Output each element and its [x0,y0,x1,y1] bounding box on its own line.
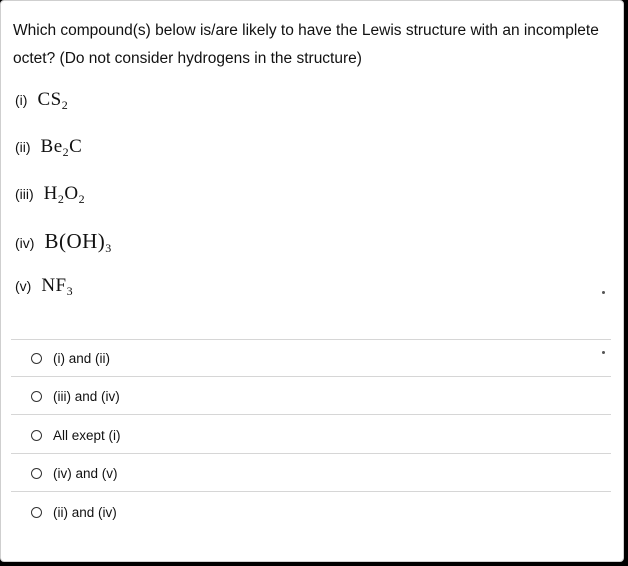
answer-option[interactable] [31,466,118,481]
compound-item [15,183,85,207]
option-label: (iv) and (v) [53,466,118,481]
decorative-dot [602,291,605,294]
answer-option[interactable] [31,351,110,366]
answer-option[interactable] [31,389,120,404]
compound-item [15,89,68,113]
question-text: Which compound(s) below is/are likely to have the Lewis structure with an incomplete octet? (Do not consider hydrogens in the structure) [13,22,599,67]
divider [11,453,611,454]
compound-item [15,275,73,299]
divider [11,491,611,492]
divider [11,339,611,340]
radio-button[interactable] [31,391,42,402]
decorative-dot [602,351,605,354]
compound-number: (i) [15,92,28,108]
compound-item [15,229,112,256]
divider [11,414,611,415]
option-label: All exept (i) [53,428,121,443]
radio-button[interactable] [31,468,42,479]
compound-item [15,136,82,160]
option-label: (iii) and (iv) [53,389,120,404]
radio-button[interactable] [31,430,42,441]
compound-formula: $CS_2$ [37,89,69,112]
compound-number: (ii) [15,139,31,155]
option-label: (ii) and (iv) [53,505,117,520]
compound-number: (iii) [15,186,34,202]
compound-formula: $NF_3$ [41,275,74,298]
compound-formula: $B(OH)_3$ [44,229,112,255]
divider [11,376,611,377]
compound-formula: $Be_2C$ [40,136,83,159]
radio-button[interactable] [31,353,42,364]
compound-formula: $H_2O_2$ [43,183,86,206]
answer-option[interactable] [31,505,117,520]
compound-number: (iv) [15,235,35,251]
option-label: (i) and (ii) [53,351,111,366]
compound-number: (v) [15,278,32,294]
radio-button[interactable] [31,507,42,518]
answer-option[interactable] [31,428,121,443]
